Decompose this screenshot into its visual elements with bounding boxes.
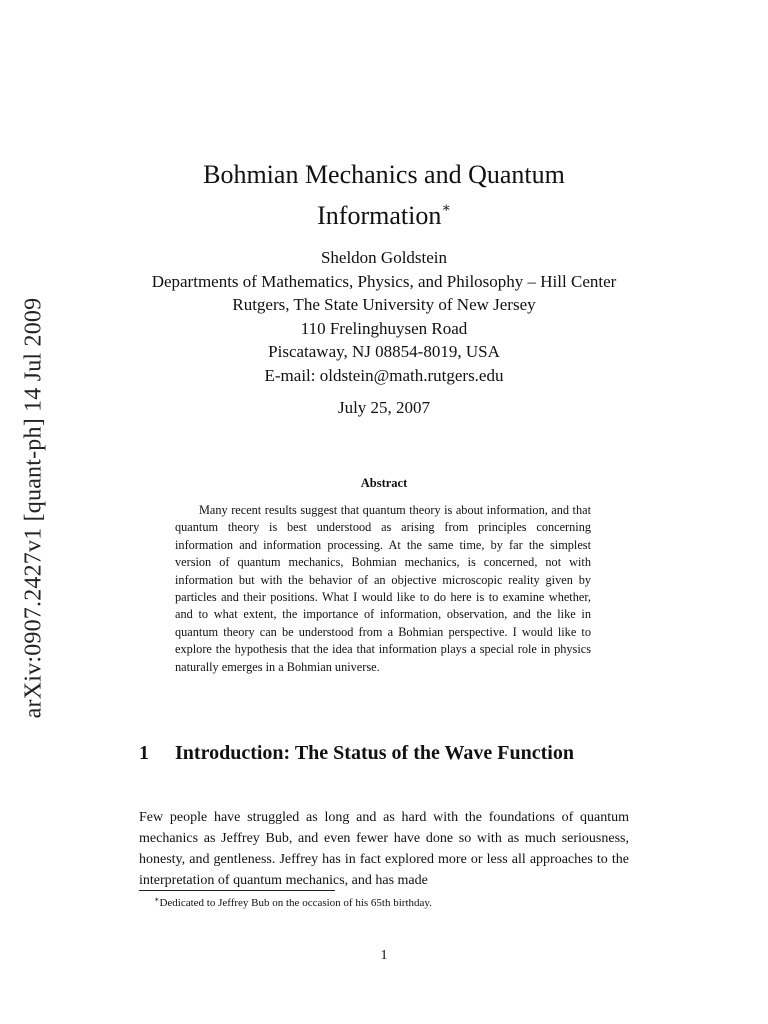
author-block [0, 246, 768, 388]
author-university: Rutgers, The State University of New Jersey [232, 295, 536, 315]
footnote-mark: ∗ [154, 895, 160, 904]
author-name: Sheldon Goldstein [320, 248, 448, 267]
abstract-text: Many recent results suggest that quantum theory is about information, and that quantum theory is best understood as arising from principles concerning information and information processing. At the same time, by far the simplest version of quantum mechanics, Bohmian mechanics, is concerned, not with information but with the behavior of an objective microscopic reality given by particles and their positions. What I would like to do here is to examine whether, and to what extent, the importance of information, observation, and the like in quantum theory can be understood from a Bohmian perspective. I would like to explore the hypothesis that the idea that information plays a special role in physics naturally emerges in a Bohmian universe. [175, 503, 591, 674]
title-line-1: Bohmian Mechanics and Quantum [203, 160, 565, 189]
title-line-2 [0, 192, 768, 233]
footnote-divider [139, 890, 335, 891]
title-line-2-text: Information [317, 201, 442, 230]
page-number: 1 [380, 948, 388, 963]
title-footnote-mark: ∗ [441, 201, 451, 216]
arxiv-identifier-stamp: arXiv:0907.2427v1 [quant-ph] 14 Jul 2009 [20, 297, 47, 719]
author-city: Piscataway, NJ 08854-8019, USA [268, 342, 500, 362]
footnote [154, 895, 432, 909]
author-department: Departments of Mathematics, Physics, and Philosophy – Hill Center [151, 271, 617, 291]
paper-date: July 25, 2007 [337, 398, 431, 417]
abstract-heading: Abstract [360, 476, 408, 490]
section-number: 1 [139, 742, 149, 764]
author-street: 110 Frelinghuysen Road [300, 318, 468, 338]
paper-title [0, 158, 768, 233]
footnote-text: Dedicated to Jeffrey Bub on the occasion of his 65th birthday. [159, 897, 432, 909]
body-paragraph: Few people have struggled as long and as hard with the foundations of quantum mechanics as Jeffrey Bub, and even fewer have done so with as much seriousness, honesty, and gentleness. Jeffrey has in fact explored more or less all approaches to the interpretation of quantum mechanics, and has made [139, 810, 629, 888]
section-title: Introduction: The Status of the Wave Function [175, 742, 574, 764]
author-email: E-mail: oldstein@math.rutgers.edu [264, 365, 504, 385]
